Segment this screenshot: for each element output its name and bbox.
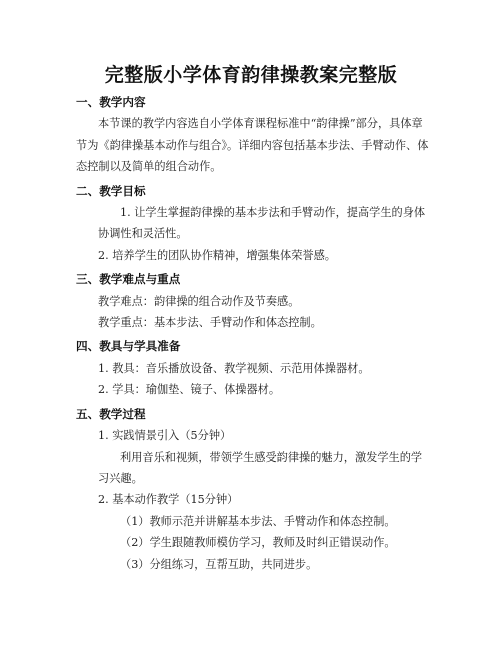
process-substep: （3）分组练习，互帮互助，共同进步。 [120, 557, 318, 571]
process-step-1: 1. 实践情景引入（5分钟） [98, 429, 232, 443]
section-heading-materials: 四、教具与学具准备 [76, 339, 181, 354]
section-heading-teaching-goals: 二、教学目标 [76, 183, 146, 198]
paragraph-teaching-content: 本节课的教学内容选自小学体育课程标准中“韵律操”部分，具体章节为《韵律操基本动作与组合》。详细内容包括基本步法、手臂动作、体态控制以及简单的组合动作。 [76, 117, 429, 174]
list-item-goal-1: 1. 让学生掌握韵律操的基本步法和手臂动作，提高学生的身体协调性和灵活性。 [98, 206, 426, 241]
list-item-key-point: 教学重点：基本步法、手臂动作和体态控制。 [98, 316, 322, 330]
list-item-teaching-aids: 1. 教具：音乐播放设备、教学视频、示范用体操器材。 [98, 361, 370, 375]
document-body [76, 92, 430, 575]
process-step-1-text: 利用音乐和视频，带领学生感受韵律操的魅力，激发学生的学习兴趣。 [98, 450, 423, 485]
list-item-goal-2: 2. 培养学生的团队协作精神，增强集体荣誉感。 [98, 248, 336, 262]
process-substep: （2）学生跟随教师模仿学习，教师及时纠正错误动作。 [120, 536, 396, 550]
section-heading-process: 五、教学过程 [76, 406, 146, 421]
list-item-difficulty: 教学难点：韵律操的组合动作及节奏感。 [98, 294, 300, 308]
process-step-2: 2. 基本动作教学（15分钟） [98, 493, 239, 507]
list-item-student-materials: 2. 学具：瑜伽垫、镜子、体操器材。 [98, 383, 281, 397]
process-substep: （1）教师示范并讲解基本步法、手臂动作和体态控制。 [120, 514, 396, 528]
section-heading-difficulties: 三、教学难点与重点 [76, 272, 181, 287]
document-title: 完整版小学体育韵律操教案完整版 [104, 64, 398, 86]
section-heading-teaching-content: 一、教学内容 [76, 95, 146, 109]
